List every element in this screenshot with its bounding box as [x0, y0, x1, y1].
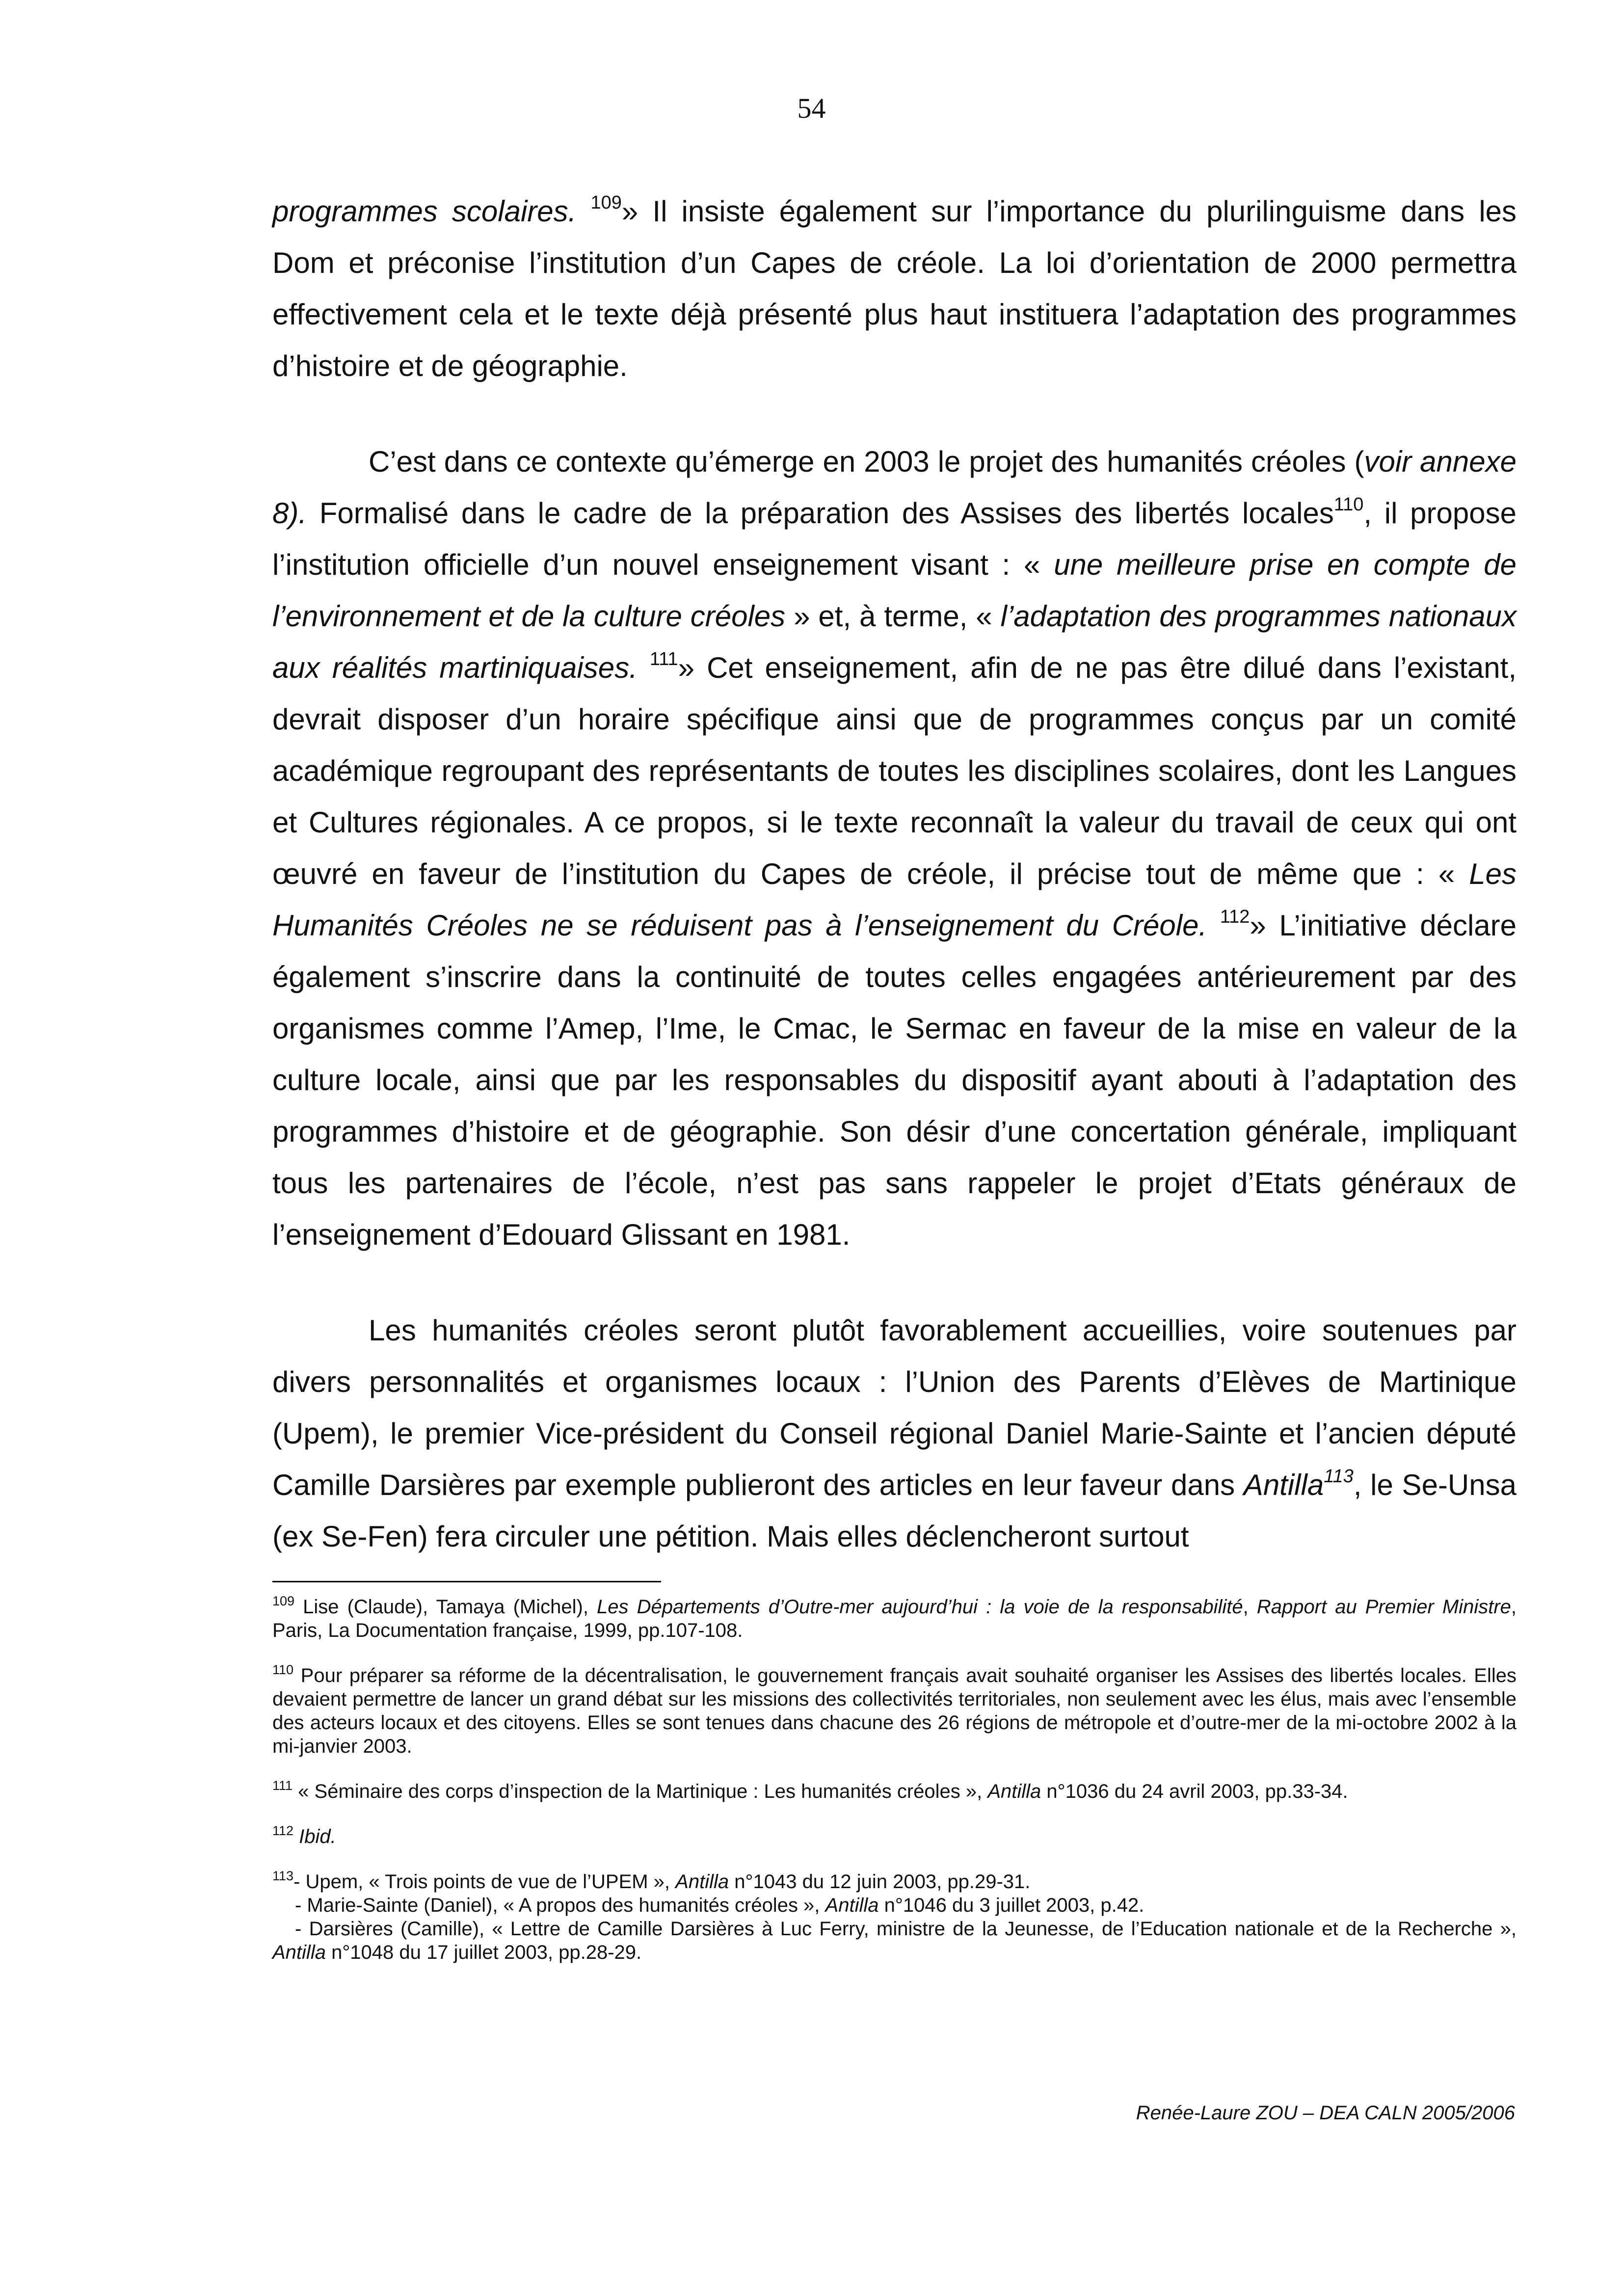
italic-quote: une meilleure prise en compte de l’environnement et de la culture créoles [272, 548, 1517, 633]
footnote-number: 109 [272, 1594, 295, 1608]
footnote-ref: 110 [1333, 494, 1364, 515]
footnote-111 [272, 1780, 1517, 1803]
footnote-text: n°1043 du 12 juin 2003, pp.29-31. [729, 1871, 1031, 1893]
page-number: 54 [797, 92, 826, 124]
footnote-text: « Séminaire des corps d’inspection de la Martinique : Les humanités créoles », [293, 1781, 988, 1802]
paragraph-text: C’est dans ce contexte qu’émerge en 2003 le projet des humanités créoles ( [369, 445, 1364, 478]
footnote-italic: Antilla [272, 1942, 326, 1963]
paragraph-2 [272, 436, 1517, 1260]
footnote-text: , [1243, 1596, 1257, 1618]
footnote-italic: Antilla [675, 1871, 729, 1893]
paragraph-text: » Cet enseignement, afin de ne pas être dilué dans l’existant, devrait disposer d’un horaire spécifique ainsi que de programmes conçus par un comité académique regroupant des représentants de toutes les disciplines scolaires, dont les Langues et Cultures régionales. A ce propos, si le texte reconnaît la valeur du travail de ceux qui ont œuvré en faveur de l’institution du Capes de créole, il précise tout de même que : « [272, 651, 1517, 890]
paragraph-text: , le Se-Unsa (ex Se-Fen) fera circuler une pétition. Mais elles déclencheront surtout [272, 1468, 1517, 1553]
footnote-italic: Antilla [987, 1781, 1041, 1802]
footnote-italic: Rapport au Premier Ministre [1256, 1596, 1511, 1618]
paragraph-text: , il propose l’institution officielle d’un nouvel enseignement visant : « [272, 497, 1517, 581]
italic-quote: Les Humanités Créoles ne se réduisent pas à l’enseignement du Créole. [272, 857, 1517, 942]
footnote-italic: Ibid. [293, 1826, 336, 1847]
footnote-ref: 112 [1220, 907, 1250, 927]
italic-phrase: Antilla [1243, 1468, 1324, 1501]
footnote-text: - Darsières (Camille), « Lettre de Camille Darsières à Luc Ferry, ministre de la Jeunesse, de l’Education nationale et de la Recherche », [295, 1918, 1517, 1940]
footnote-text: - Marie-Sainte (Daniel), « A propos des humanités créoles », [295, 1895, 825, 1916]
footnote-text: Lise (Claude), Tamaya (Michel), [294, 1596, 597, 1618]
italic-quote: l’adaptation des programmes nationaux aux réalités martiniquaises. [272, 600, 1517, 684]
footnote-text: , Paris, La Documentation française, 1999, pp.107-108. [272, 1596, 1517, 1641]
footnote-subentry [272, 1894, 1517, 1917]
italic-phrase: voir annexe 8). [272, 445, 1517, 530]
footnote-number: 113 [272, 1869, 294, 1883]
footnote-112 [272, 1825, 1517, 1848]
italic-phrase: programmes scolaires. [272, 195, 577, 228]
footnote-number: 110 [272, 1662, 294, 1677]
footnote-113 [272, 1870, 1517, 1964]
footnote-number: 111 [272, 1778, 293, 1793]
page-footer: Renée-Laure ZOU – DEA CALN 2005/2006 [1136, 2102, 1515, 2124]
paragraph-text: Les humanités créoles seront plutôt favorablement accueillies, voire soutenues par divers personnalités et organismes locaux : l’Union des Parents d’Elèves de Martinique (Upem), le premier Vice-président du Conseil régional Daniel Marie-Sainte et l’ancien député Camille Darsières par exemple publieront des articles en leur faveur dans [272, 1314, 1517, 1501]
footnote-110 [272, 1664, 1517, 1758]
footnote-text: - Upem, « Trois points de vue de l’UPEM », [293, 1871, 676, 1893]
paragraph-text: » L’initiative déclare également s’inscrire dans la continuité de toutes celles engagées antérieurement par des organismes comme l’Amep, l’Ime, le Cmac, le Sermac en faveur de la mise en valeur de la culture locale, ainsi que par les responsables du dispositif ayant abouti à l’adaptation des programmes d’histoire et de géographie. Son désir d’une concertation générale, impliquant tous les partenaires de l’école, n’est pas sans rappeler le projet d’Etats généraux de l’enseignement d’Edouard Glissant en 1981. [272, 909, 1517, 1251]
footnotes [272, 1595, 1517, 1986]
footnote-italic: Les Départements d’Outre-mer aujourd’hui : la voie de la responsabilité [597, 1596, 1243, 1618]
footnote-italic: Antilla [825, 1895, 879, 1916]
footnote-109 [272, 1595, 1517, 1642]
footnote-ref: 109 [590, 192, 622, 213]
footnote-text: n°1048 du 17 juillet 2003, pp.28-29. [325, 1942, 642, 1963]
footnote-text: n°1036 du 24 avril 2003, pp.33-34. [1041, 1781, 1348, 1802]
paragraph-text: » et, à terme, « [785, 600, 1001, 633]
paragraph-text: » Il insiste également sur l’importance du plurilinguisme dans les Dom et préconise l’institution d’un Capes de créole. La loi d’orientation de 2000 permettra effectivement cela et le texte déjà présenté plus haut instituera l’adaptation des programmes d’histoire et de géographie. [272, 195, 1517, 382]
footnote-ref: 111 [649, 649, 678, 669]
footnote-number: 112 [272, 1823, 294, 1838]
footnote-text: n°1046 du 3 juillet 2003, p.42. [878, 1895, 1144, 1916]
footnote-text: Pour préparer sa réforme de la décentralisation, le gouvernement français avait souhaité organiser les Assises des libertés locales. Elles devaient permettre de lancer un grand débat sur les missions des collectivités territoriales, non seulement avec les élus, mais avec l’ensemble des acteurs locaux et des citoyens. Elles se sont tenues dans chacune des 26 régions de métropole et d’outre-mer de la mi-octobre 2002 à la mi-janvier 2003. [272, 1665, 1517, 1757]
main-text [272, 186, 1517, 1562]
paragraph-text: Formalisé dans le cadre de la préparation des Assises des libertés locales [307, 497, 1334, 530]
footnote-ref: 113 [1324, 1466, 1354, 1487]
footnote-separator [272, 1581, 661, 1582]
footnote-subentry [272, 1917, 1517, 1964]
paragraph-3 [272, 1305, 1517, 1562]
paragraph-1 [272, 186, 1517, 392]
